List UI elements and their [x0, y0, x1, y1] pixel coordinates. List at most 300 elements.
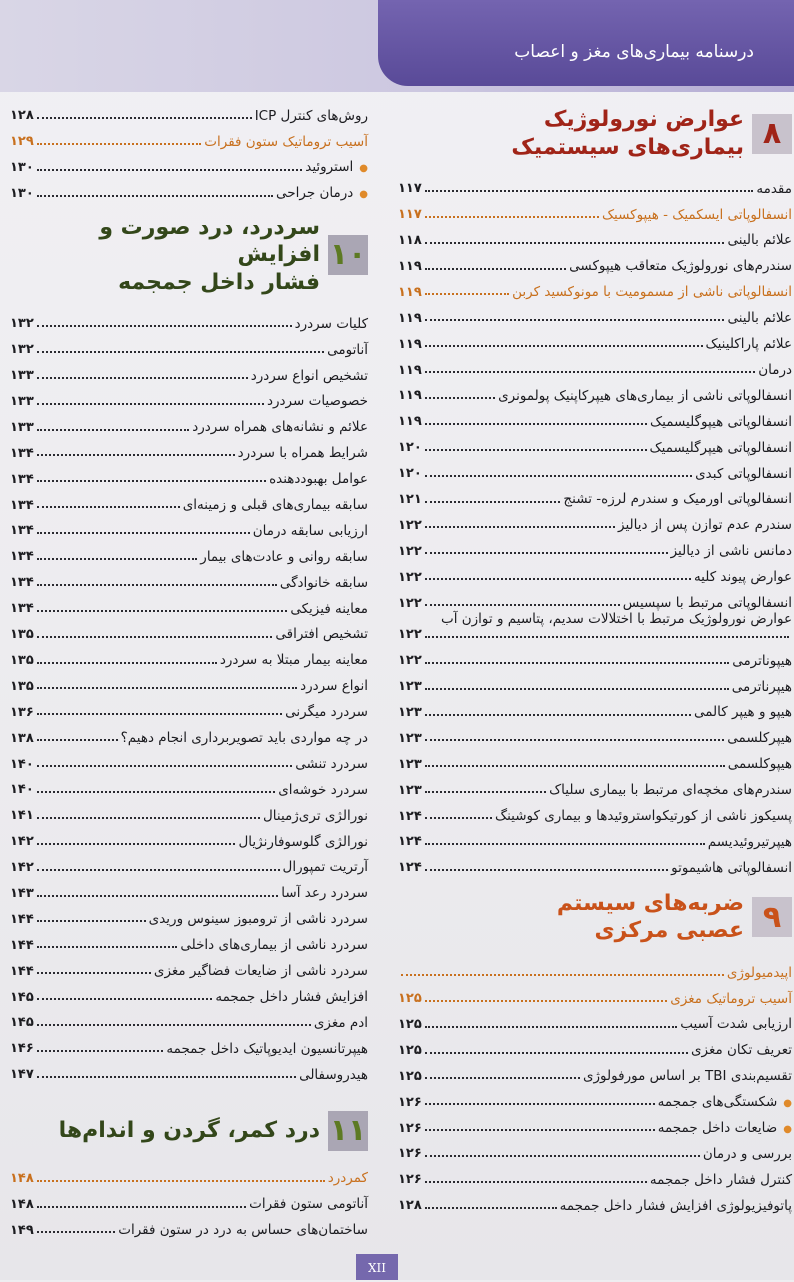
toc-entry: [398, 300, 792, 326]
toc-entry: [398, 197, 792, 223]
entry-title: ● استروئید: [305, 159, 368, 175]
entry-page-number: ۱۳۵: [10, 678, 34, 694]
dot-leader: [425, 869, 668, 871]
toc-entry: [10, 746, 368, 772]
chapter-number: ۱۱: [328, 1111, 368, 1151]
dot-leader: [37, 117, 252, 119]
dot-leader: [425, 1207, 557, 1209]
toc-entry: [398, 171, 792, 197]
chapter-8-heading: [398, 106, 792, 161]
toc-entry: [398, 1007, 792, 1033]
dot-leader: [37, 869, 280, 871]
dot-leader: [425, 268, 566, 270]
toc-entry: [398, 824, 792, 850]
toc-entry: [398, 746, 792, 772]
entry-page-number: ۱۲۴: [398, 834, 422, 850]
running-header: [378, 0, 794, 86]
toc-entry: [10, 1161, 368, 1187]
entry-page-number: ۱۲۲: [398, 627, 422, 643]
dot-leader: [37, 920, 146, 922]
toc-entry: [10, 720, 368, 746]
entry-title: هیپو و هیپر کالمی: [693, 704, 792, 721]
dot-leader: [37, 895, 278, 897]
entry-title: علائم بالینی: [727, 310, 792, 327]
chapter-title: سردرد، درد صورت و افزایش فشار داخل جمجمه: [99, 214, 320, 295]
toc-entry: [10, 1213, 368, 1239]
chapter-9-heading: [398, 890, 792, 945]
entry-title: معاینه فیزیکی: [290, 600, 368, 617]
entry-page-number: ۱۳۴: [10, 575, 34, 591]
toc-entry: [10, 669, 368, 695]
toc-entry: [10, 461, 368, 487]
dot-leader: [425, 843, 705, 845]
entry-page-number: ۱۲۰: [398, 440, 422, 456]
toc-entry: [10, 539, 368, 565]
dot-leader: [425, 552, 668, 554]
entry-page-number: ۱۲۹: [10, 134, 34, 150]
toc-entry: [398, 533, 792, 559]
entry-title: هیدروسفالی: [299, 1066, 368, 1083]
entry-title: خصوصیات سردرد: [267, 393, 368, 410]
toc-entry: [10, 150, 368, 176]
entry-title: دمانس ناشی از دیالیز: [670, 543, 792, 560]
entry-page-number: ۱۳۳: [10, 368, 34, 384]
dot-leader: [425, 662, 729, 664]
entry-title: کلیات سردرد: [294, 315, 368, 332]
entry-page-number: ۱۱۹: [398, 388, 422, 404]
entry-title: درمان: [758, 361, 792, 378]
chapter-10-heading: [10, 214, 368, 297]
dot-leader: [425, 397, 495, 399]
dot-leader: [37, 946, 178, 948]
entry-title: عوارض نورولوژیک مرتبط با اختلالات سدیم، پتاسیم و توازن آب: [441, 611, 792, 628]
dot-leader: [37, 1180, 325, 1182]
toc-entry: [10, 927, 368, 953]
entry-title: تقسیم‌بندی TBI بر اساس مورفولوژی: [582, 1068, 792, 1085]
toc-entry: [398, 1059, 792, 1085]
toc-entry: [10, 306, 368, 332]
dot-leader: [425, 526, 615, 528]
entry-page-number: ۱۳۰: [10, 160, 34, 176]
entry-page-number: ۱۱۸: [398, 233, 422, 249]
entry-page-number: ۱۳۵: [10, 652, 34, 668]
entry-title: ● شکستگی‌های جمجمه: [658, 1094, 792, 1110]
toc-entry: [398, 456, 792, 482]
dot-leader: [425, 371, 755, 373]
entry-title: علائم و نشانه‌های همراه سردرد: [192, 419, 368, 436]
entry-title: سردرد خوشه‌ای: [278, 781, 368, 798]
dot-leader: [37, 480, 266, 482]
entry-page-number: ۱۳۴: [10, 471, 34, 487]
toc-entry: [10, 1187, 368, 1213]
entry-page-number: ۱۱۷: [398, 207, 422, 223]
dot-leader: [37, 1206, 246, 1208]
entry-title: سندرم‌های نورولوژیک متعاقب هیپوکسی: [569, 258, 792, 275]
entry-page-number: ۱۴۴: [10, 963, 34, 979]
dot-leader: [37, 687, 297, 689]
entry-page-number: ۱۳۴: [10, 497, 34, 513]
dot-leader: [425, 190, 754, 192]
chapter-10-entries: [10, 306, 368, 1083]
entry-title: مقدمه: [756, 180, 792, 197]
dot-leader: [37, 195, 273, 197]
entry-page-number: ۱۴۹: [10, 1222, 34, 1238]
entry-title: آسیب تروماتیک مغزی: [670, 990, 792, 1007]
dot-leader: [425, 501, 561, 503]
toc-entry: [398, 772, 792, 798]
toc-entry: [10, 436, 368, 462]
toc-entry: [398, 643, 792, 669]
toc-entry: [398, 955, 792, 981]
entry-page-number: ۱۴۲: [10, 860, 34, 876]
entry-page-number: ۱۴۸: [10, 1196, 34, 1212]
toc-entry: [10, 513, 368, 539]
toc-entry: [398, 430, 792, 456]
entry-page-number: ۱۱۹: [398, 310, 422, 326]
entry-page-number: ۱۱۹: [398, 336, 422, 352]
entry-title: شرایط همراه با سردرد: [237, 445, 368, 462]
entry-title: روش‌های کنترل ICP: [254, 107, 368, 124]
dot-leader: [37, 843, 236, 845]
entry-title: سردرد ناشی از ترومبوز سینوس وریدی: [148, 911, 368, 928]
entry-title: آرتریت تمپورال: [282, 859, 368, 876]
dot-leader: [425, 1103, 655, 1105]
entry-page-number: ۱۲۲: [398, 543, 422, 559]
header-title: درسنامه بیماری‌های مغز و اعصاب: [514, 42, 754, 62]
toc-entry: [398, 1188, 792, 1214]
chapter-8-entries: [398, 171, 792, 876]
toc-entry: [398, 378, 792, 404]
dot-leader: [425, 578, 691, 580]
dot-leader: [37, 532, 250, 534]
dot-leader: [37, 584, 277, 586]
dot-leader: [37, 403, 264, 405]
entry-title: سندرم‌های مخچه‌ای مرتبط با بیماری سلیاک: [549, 782, 792, 799]
continued-entries: [10, 98, 368, 202]
entry-title: آسیب تروماتیک ستون فقرات: [204, 133, 368, 150]
entry-page-number: ۱۲۴: [398, 808, 422, 824]
toc-entry: [10, 565, 368, 591]
toc-entry: [10, 591, 368, 617]
entry-title: سردرد میگرنی: [285, 704, 368, 721]
entry-title: بررسی و درمان: [702, 1145, 792, 1162]
entry-title: سردرد ناشی از ضایعات فضاگیر مغزی: [153, 963, 368, 980]
toc-entry: [10, 902, 368, 928]
toc-entry: [398, 508, 792, 534]
dot-leader: [425, 739, 724, 741]
entry-page-number: ۱۳۳: [10, 394, 34, 410]
entry-title: انواع سردرد: [300, 678, 368, 695]
entry-title: هیپوناترمی: [732, 652, 792, 669]
entry-page-number: ۱۲۶: [398, 1094, 422, 1110]
toc-entry: [10, 332, 368, 358]
toc-entry: [398, 1110, 792, 1136]
entry-page-number: ۱۴۶: [10, 1041, 34, 1057]
entry-page-number: ۱۳۰: [10, 185, 34, 201]
toc-entry: [10, 98, 368, 124]
entry-page-number: ۱۴۷: [10, 1067, 34, 1083]
entry-page-number: ۱۳۴: [10, 601, 34, 617]
entry-title: سابقه خانوادگی: [279, 574, 368, 591]
toc-entry: [10, 410, 368, 436]
dot-leader: [425, 319, 725, 321]
entry-page-number: ۱۲۱: [398, 491, 422, 507]
toc-entry: [10, 1031, 368, 1057]
entry-page-number: ۱۴۴: [10, 911, 34, 927]
toc-entry: [398, 1084, 792, 1110]
entry-page-number: ۱۲۸: [10, 108, 34, 124]
entry-title: انسفالوپاتی مرتبط با سپسیس: [622, 594, 792, 611]
chapter-title: درد کمر، گردن و اندام‌ها: [58, 1118, 320, 1144]
entry-page-number: ۱۲۸: [398, 1198, 422, 1214]
entry-page-number: ۱۲۶: [398, 1172, 422, 1188]
toc-entry: [398, 611, 792, 643]
toc-entry: [10, 772, 368, 798]
chapter-number: ۱۰: [328, 235, 368, 275]
entry-page-number: ۱۲۲: [398, 517, 422, 533]
dot-leader: [425, 636, 789, 638]
chapter-title: عوارض نورولوژیک بیماری‌های سیستمیک: [511, 107, 744, 160]
entry-page-number: ۱۲۲: [398, 569, 422, 585]
toc-left-column: [10, 98, 368, 1238]
toc-entry: [10, 643, 368, 669]
toc-entry: [398, 721, 792, 747]
dot-leader: [425, 1129, 655, 1131]
dot-leader: [37, 713, 282, 715]
dot-leader: [425, 1181, 647, 1183]
toc-entry: [398, 559, 792, 585]
entry-page-number: ۱۲۵: [398, 1042, 422, 1058]
entry-page-number: ۱۲۵: [398, 1068, 422, 1084]
dot-leader: [425, 293, 509, 295]
toc-entry: [10, 824, 368, 850]
entry-title: تعریف تکان مغزی: [690, 1042, 792, 1059]
dot-leader: [425, 1077, 580, 1079]
entry-page-number: ۱۲۶: [398, 1120, 422, 1136]
dot-leader: [37, 739, 118, 741]
entry-title: انسفالوپاتی هیپوگلیسمیک: [650, 413, 792, 430]
entry-page-number: ۱۲۳: [398, 782, 422, 798]
entry-title: آناتومی ستون فقرات: [249, 1196, 368, 1213]
toc-entry: [10, 798, 368, 824]
entry-title: کمردرد: [327, 1170, 368, 1187]
entry-title: انسفالوپاتی ناشی از بیماری‌های هیپرکاپنیک پولمونری: [498, 387, 792, 404]
dot-leader: [425, 765, 725, 767]
dot-leader: [37, 765, 292, 767]
entry-title: تشخیص افتراقی: [275, 626, 368, 643]
entry-page-number: ۱۳۴: [10, 523, 34, 539]
toc-entry: [10, 850, 368, 876]
entry-page-number: ۱۴۵: [10, 1015, 34, 1031]
dot-leader: [37, 791, 275, 793]
entry-title: کنترل فشار داخل جمجمه: [649, 1171, 792, 1188]
toc-entry: [398, 249, 792, 275]
entry-page-number: ۱۱۹: [398, 284, 422, 300]
entry-page-number: ۱۳۶: [10, 704, 34, 720]
entry-page-number: ۱۳۲: [10, 342, 34, 358]
toc-entry: [10, 124, 368, 150]
toc-entry: [10, 487, 368, 513]
toc-entry: [398, 798, 792, 824]
toc-entry: [398, 352, 792, 378]
toc-entry: [10, 176, 368, 202]
entry-title: انسفالوپاتی هیپرگلیسمیک: [649, 439, 792, 456]
entry-title: انسفالوپاتی اورمیک و سندرم لرزه- تشنج: [563, 491, 792, 508]
entry-title: ساختمان‌های حساس به درد در ستون فقرات: [118, 1222, 368, 1239]
toc-entry: [10, 979, 368, 1005]
dot-leader: [425, 604, 620, 606]
toc-entry: [10, 384, 368, 410]
entry-page-number: ۱۴۴: [10, 937, 34, 953]
entry-title: پاتوفیزیولوژی افزایش فشار داخل جمجمه: [559, 1197, 792, 1214]
entry-title: سابقه روانی و عادت‌های بیمار: [200, 548, 368, 565]
toc-entry: [10, 876, 368, 902]
chapter-number: ۸: [752, 114, 792, 154]
entry-page-number: ۱۲۳: [398, 679, 422, 695]
dot-leader: [37, 998, 213, 1000]
entry-title: ● درمان جراحی: [276, 185, 368, 201]
entry-title: سردرد تنشی: [295, 755, 368, 772]
chapter-9-entries: [398, 955, 792, 1214]
entry-title: انسفالوپاتی ناشی از مسمومیت با مونوکسید کربن: [512, 284, 792, 301]
entry-page-number: ۱۴۰: [10, 756, 34, 772]
toc-entry: [398, 326, 792, 352]
dot-leader: [425, 216, 599, 218]
entry-page-number: ۱۳۸: [10, 730, 34, 746]
entry-title: ادم مغزی: [313, 1014, 368, 1031]
dot-leader: [37, 143, 201, 145]
entry-title: آناتومی: [327, 341, 368, 358]
entry-page-number: ۱۲۶: [398, 1146, 422, 1162]
toc-entry: [398, 223, 792, 249]
entry-page-number: ۱۳۳: [10, 419, 34, 435]
dot-leader: [37, 169, 302, 171]
entry-title: انسفالوپاتی ایسکمیک - هیپوکسیک: [601, 206, 792, 223]
chapter-number: ۹: [752, 897, 792, 937]
entry-title: هیپرتیروئیدیسم: [707, 833, 792, 850]
dot-leader: [37, 817, 260, 819]
entry-page-number: ۱۲۳: [398, 756, 422, 772]
toc-entry: [398, 1162, 792, 1188]
dot-leader: [425, 449, 647, 451]
entry-page-number: ۱۴۲: [10, 834, 34, 850]
toc-entry: [10, 1005, 368, 1031]
entry-title: در چه مواردی باید تصویربرداری انجام دهیم؟: [120, 730, 368, 747]
dot-leader: [425, 1052, 688, 1054]
dot-leader: [425, 688, 729, 690]
page-number-mark: XII: [356, 1254, 398, 1280]
entry-title: هیپوکلسمی: [727, 756, 792, 773]
dot-leader: [37, 1231, 115, 1233]
entry-title: هیپرتانسیون ایدیوپاتیک داخل جمجمه: [166, 1040, 368, 1057]
dot-leader: [425, 423, 647, 425]
toc-entry: [398, 695, 792, 721]
entry-title: سندرم عدم توازن پس از دیالیز: [618, 517, 792, 534]
dot-leader: [425, 475, 692, 477]
dot-leader: [425, 242, 725, 244]
entry-title: سردرد رعد آسا: [281, 885, 368, 902]
entry-title: نورالژی تری‌ژمینال: [262, 807, 368, 824]
dot-leader: [37, 325, 292, 327]
toc-entry: [398, 404, 792, 430]
toc-entry: [398, 275, 792, 301]
entry-page-number: ۱۱۹: [398, 258, 422, 274]
entry-page-number: ۱۴۸: [10, 1171, 34, 1187]
entry-page-number: ۱۱۹: [398, 362, 422, 378]
dot-leader: [37, 506, 180, 508]
entry-page-number: ۱۲۲: [398, 653, 422, 669]
entry-page-number: ۱۲۲: [398, 595, 422, 611]
entry-title: اپیدمیولوژی: [726, 964, 792, 981]
entry-title: ارزیابی شدت آسیب: [680, 1016, 792, 1033]
dot-leader: [37, 1076, 296, 1078]
toc-right-column: [398, 100, 792, 1214]
dot-leader: [37, 454, 235, 456]
entry-page-number: ۱۳۵: [10, 627, 34, 643]
entry-page-number: ۱۴۰: [10, 782, 34, 798]
dot-leader: [425, 345, 703, 347]
chapter-11-entries: [10, 1161, 368, 1239]
entry-title: ارزیابی سابقه درمان: [252, 522, 368, 539]
toc-entry: [398, 669, 792, 695]
entry-title: افزایش فشار داخل جمجمه: [215, 988, 368, 1005]
entry-title: نورالژی گلوسوفارنژیال: [238, 833, 368, 850]
dot-leader: [37, 1050, 164, 1052]
entry-title: انسفالوپاتی کبدی: [695, 465, 792, 482]
toc-entry: [398, 981, 792, 1007]
entry-page-number: ۱۲۳: [398, 705, 422, 720]
entry-title: علائم بالینی: [727, 232, 792, 249]
entry-title: علائم پاراکلینیک: [705, 336, 792, 353]
toc-entry: [398, 850, 792, 876]
dot-leader: [37, 662, 217, 664]
entry-title: پسیکوز ناشی از کورتیکواستروئیدها و بیماری کوشینگ: [494, 807, 792, 824]
dot-leader: [37, 972, 151, 974]
entry-page-number: ۱۲۳: [398, 730, 422, 746]
entry-page-number: ۱۴۵: [10, 989, 34, 1005]
entry-page-number: ۱۳۲: [10, 316, 34, 332]
toc-entry: [398, 585, 792, 611]
dot-leader: [425, 1026, 677, 1028]
chapter-11-heading: [10, 1111, 368, 1151]
dot-leader: [425, 817, 492, 819]
entry-page-number: ۱۳۴: [10, 549, 34, 565]
dot-leader: [425, 791, 546, 793]
entry-title: سردرد ناشی از بیماری‌های داخلی: [180, 937, 368, 954]
entry-title: تشخیص انواع سردرد: [250, 367, 368, 384]
entry-title: معاینه بیمار مبتلا به سردرد: [219, 652, 368, 669]
toc-entry: [10, 694, 368, 720]
toc-entry: [398, 482, 792, 508]
dot-leader: [37, 558, 197, 560]
entry-page-number: ۱۳۴: [10, 445, 34, 461]
entry-page-number: ۱۱۷: [398, 181, 422, 197]
dot-leader: [37, 1024, 311, 1026]
dot-leader: [37, 429, 189, 431]
dot-leader: [37, 351, 324, 353]
entry-title: ● ضایعات داخل جمجمه: [658, 1120, 792, 1136]
entry-title: هیپرکلسمی: [727, 730, 792, 747]
entry-page-number: ۱۱۹: [398, 414, 422, 430]
entry-title: انسفالوپاتی هاشیموتو: [671, 859, 792, 876]
entry-page-number: ۱۴۳: [10, 885, 34, 901]
chapter-title: ضربه‌های سیستم عصبی مرکزی: [556, 890, 744, 944]
entry-title: سابقه بیماری‌های قبلی و زمینه‌ای: [182, 497, 368, 513]
toc-entry: [10, 953, 368, 979]
dot-leader: [425, 714, 691, 716]
entry-title: عوارض پیوند کلیه: [693, 569, 792, 586]
toc-entry: [10, 1057, 368, 1083]
